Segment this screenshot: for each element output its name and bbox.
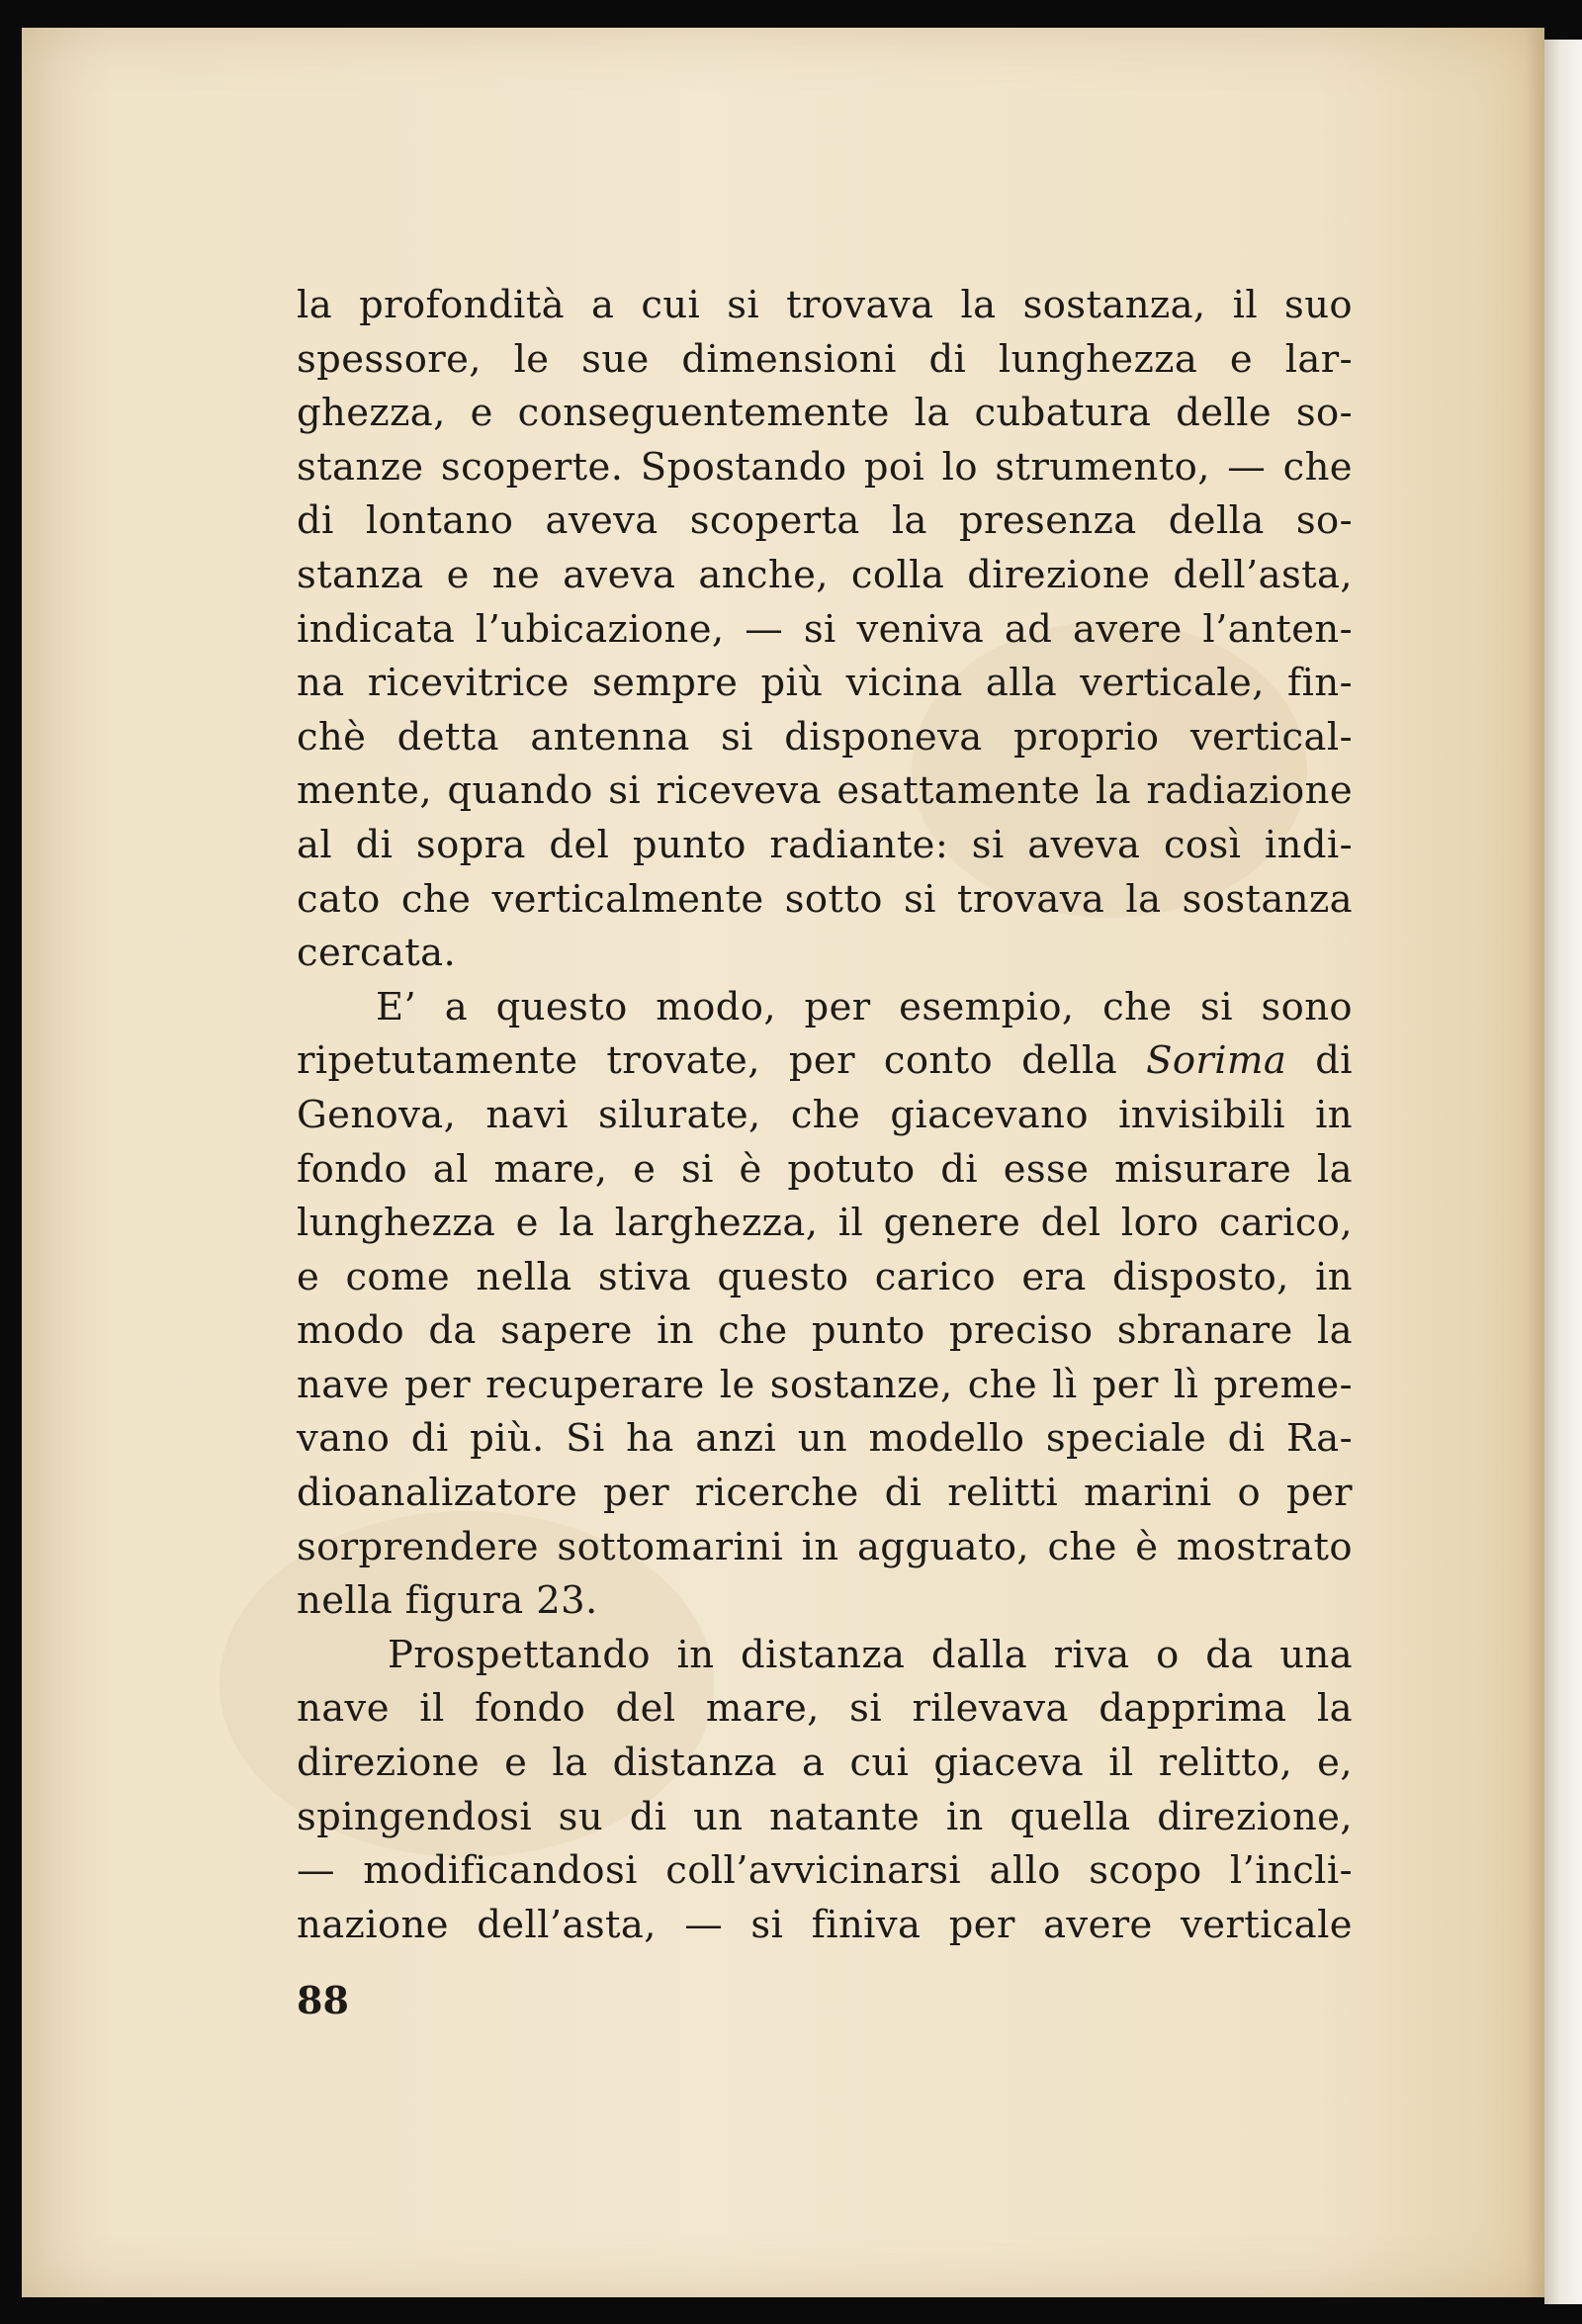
text-line: cato che verticalmente sotto si trovava la sostanza <box>297 876 1353 922</box>
text-line: di lontano aveva scoperta la presenza della so- <box>297 498 1353 544</box>
text-line: nazione dell’asta, — si finiva per avere verticale <box>297 1902 1353 1947</box>
text-line: ghezza, e conseguentemente la cubatura delle so- <box>297 391 1353 436</box>
body-text <box>297 279 1353 1952</box>
text-line: ripetutamente trovate, per conto della Sorima di <box>297 1038 1353 1084</box>
text-line: chè detta antenna si disponeva proprio vertical- <box>297 714 1353 760</box>
text-line: dioanalizatore per ricerche di relitti marini o per <box>297 1471 1353 1516</box>
paragraph-2 <box>297 981 1353 1629</box>
text-line: cercata. <box>297 931 457 976</box>
text-line: E’ a questo modo, per esempio, che si sono <box>376 984 1353 1029</box>
paragraph-1 <box>297 279 1353 981</box>
text-line: Genova, navi silurate, che giacevano invisibili in <box>297 1092 1353 1137</box>
text-line: nella figura 23. <box>297 1578 598 1624</box>
text-line: stanza e ne aveva anche, colla direzione dell’asta, <box>297 552 1353 597</box>
text-line: direzione e la distanza a cui giaceva il relitto, e, <box>297 1741 1353 1786</box>
next-page-edge <box>1544 40 1582 2304</box>
text-line: sorprendere sottomarini in agguato, che è mostrato <box>297 1524 1353 1569</box>
text-line: vano di più. Si ha anzi un modello speciale di Ra- <box>297 1416 1353 1462</box>
text-line: fondo al mare, e si è potuto di esse misurare la <box>297 1146 1353 1192</box>
text-line: lunghezza e la larghezza, il genere del loro carico, <box>297 1201 1353 1246</box>
italic-name: Sorima <box>1146 1038 1287 1084</box>
text-line: spingendosi su di un natante in quella direzione, <box>297 1794 1353 1839</box>
text-line: stanze scoperte. Spostando poi lo strumento, — che <box>297 444 1353 490</box>
text-line: nave il fondo del mare, si rilevava dapprima la <box>297 1686 1353 1732</box>
text-line: spessore, le sue dimensioni di lunghezza e lar- <box>297 336 1353 382</box>
text-line: nave per recuperare le sostanze, che lì per lì preme- <box>297 1362 1353 1407</box>
paragraph-3 <box>297 1629 1353 1953</box>
text-line: e come nella stiva questo carico era disposto, in <box>297 1254 1353 1299</box>
text-line: indicata l’ubicazione, — si veniva ad avere l’anten- <box>297 606 1353 652</box>
text-line: — modificandosi coll’avvicinarsi allo scopo l’incli- <box>297 1848 1353 1894</box>
text-line: na ricevitrice sempre più vicina alla verticale, fin- <box>297 661 1353 706</box>
text-line: la profondità a cui si trovava la sostanza, il suo <box>297 283 1353 327</box>
page-edge-shading <box>1525 28 1544 2297</box>
text-line: modo da sapere in che punto preciso sbranare la <box>297 1308 1353 1354</box>
text-line: mente, quando si riceveva esattamente la radiazione <box>297 768 1353 814</box>
page-number: 88 <box>297 1978 349 2022</box>
text-line: al di sopra del punto radiante: si aveva così indi- <box>297 822 1353 867</box>
text-line: Prospettando in distanza dalla riva o da una <box>388 1632 1353 1677</box>
